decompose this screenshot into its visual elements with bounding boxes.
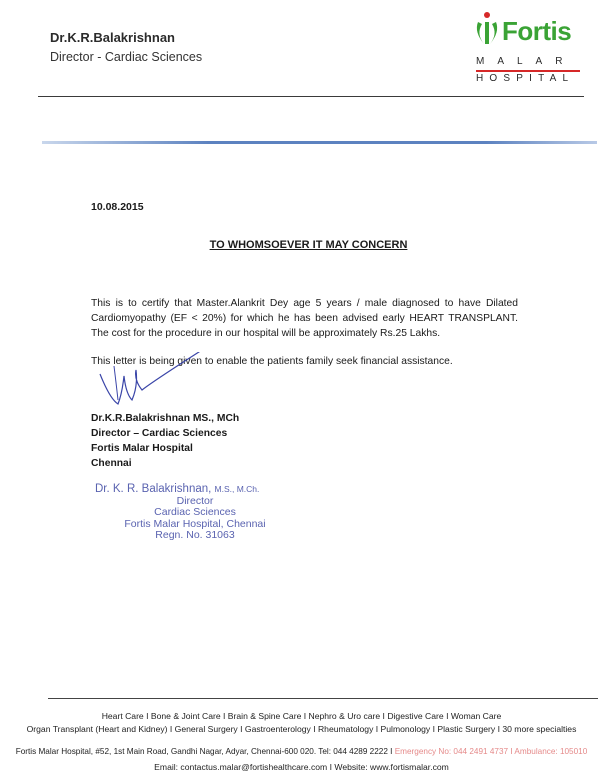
signatory-name: Dr.K.R.Balakrishnan MS., MCh — [91, 413, 240, 424]
stamp-line-1: Director — [176, 494, 214, 507]
handwritten-signature-icon — [92, 352, 212, 407]
doctor-stamp — [95, 484, 295, 542]
footer-specialties-2: Organ Transplant (Heart and Kidney) I General Surgery I Gastroenterology I Rheumatology I Pulmonology I Plastic Surgery I 30 more specialties — [26, 724, 577, 734]
stamp-line-3: Fortis Malar Hospital, Chennai — [124, 517, 266, 530]
header-blue-band — [42, 141, 597, 144]
stamp-line-2: Cardiac Sciences — [154, 506, 236, 518]
logo-malar-text: MALAR — [476, 56, 576, 67]
logo-wordmark: Fortis — [502, 16, 572, 46]
letter-paragraph-2: This letter is being given to enable the patients family seek financial assistance. — [91, 356, 453, 367]
signatory-city: Chennai — [91, 458, 132, 469]
footer-rule — [48, 698, 598, 699]
letter-date: 10.08.2015 — [91, 201, 144, 213]
logo-divider — [476, 70, 580, 72]
stamp-line-4: Regn. No. 31063 — [155, 529, 235, 541]
stamp-name: Dr. K. R. Balakrishnan, — [95, 483, 212, 495]
footer-address: Fortis Malar Hospital, #52, 1st Main Road, Gandhi Nagar, Adyar, Chennai-600 020. Tel: 044 4289 2222 I — [15, 747, 393, 756]
stamp-name-line — [95, 484, 295, 496]
logo-hospital-text: HOSPITAL — [476, 73, 575, 84]
footer-emergency: Emergency No: 044 2491 4737 I Ambulance: 105010 — [394, 747, 588, 756]
header-rule — [38, 96, 584, 97]
letterhead-doctor-name: Dr.K.R.Balakrishnan — [50, 30, 175, 45]
signatory-hospital: Fortis Malar Hospital — [91, 443, 193, 454]
footer-specialties-1: Heart Care I Bone & Joint Care I Brain & Spine Care I Nephro & Uro care I Digestive Care I Woman Care — [101, 711, 502, 721]
letter-paragraph-1: This is to certify that Master.Alankrit Dey age 5 years / male diagnosed to have Dilated Cardiomyopathy (EF < 20%) for which he has been advised early HEART TRANSPLANT. The cost for the procedure in our hospital will be approximately Rs.25 Lakhs. — [91, 298, 518, 339]
signatory-block — [91, 411, 239, 471]
stamp-degrees: M.S., M.Ch. — [214, 484, 260, 494]
letter-subject: TO WHOMSOEVER IT MAY CONCERN — [209, 239, 408, 251]
letterhead-doctor-title: Director - Cardiac Sciences — [50, 50, 203, 64]
footer-contact: Email: contactus.malar@fortishealthcare.com I Website: www.fortismalar.com — [154, 762, 449, 772]
footer-address-line — [0, 747, 603, 756]
signatory-title: Director – Cardiac Sciences — [91, 428, 228, 439]
